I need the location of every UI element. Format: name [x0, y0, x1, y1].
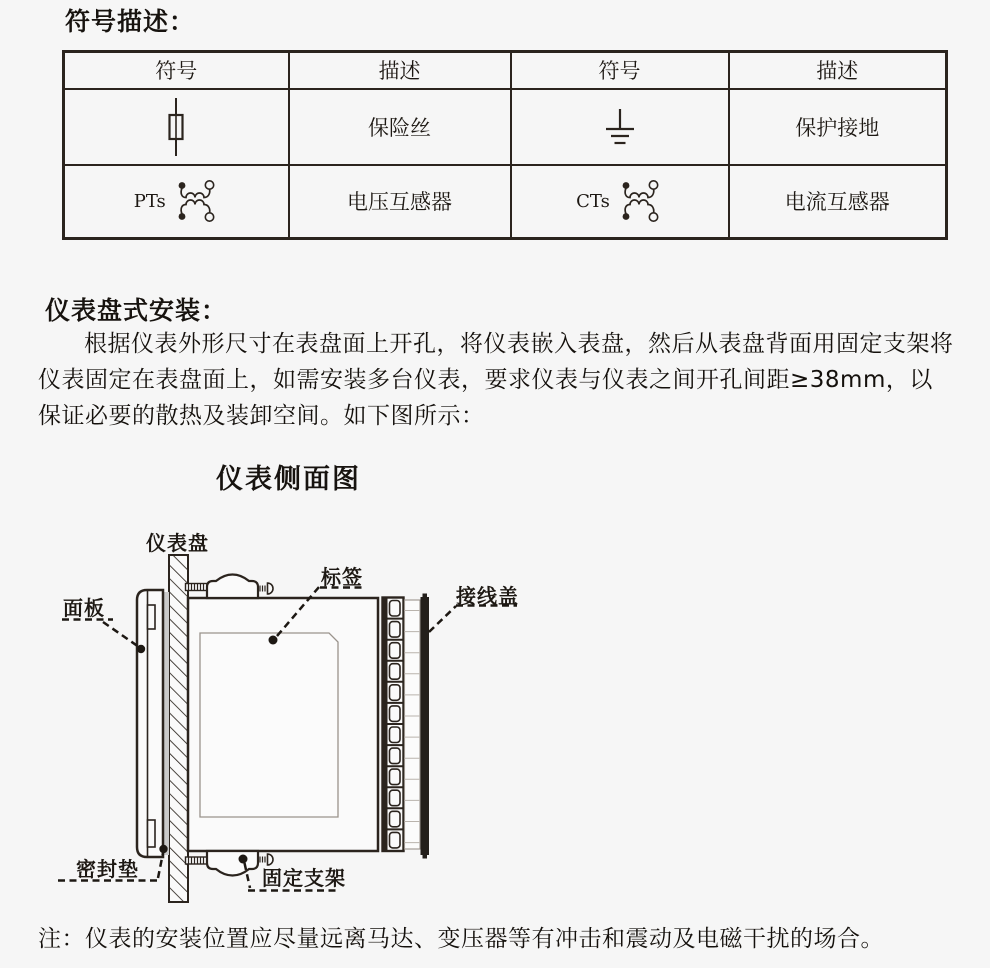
- col-header-desc-1: 描述: [289, 52, 511, 89]
- earth-symbol-cell: [511, 89, 729, 165]
- gasket-leader-dot: [159, 845, 167, 853]
- terminal-spacer: [405, 600, 421, 849]
- fuse-desc: 保险丝: [289, 89, 511, 165]
- fuse-symbol-cell: [64, 89, 289, 165]
- install-paragraph: 根据仪表外形尺寸在表盘面上开孔，将仪表嵌入表盘，然后从表盘背面用固定支架将仪表固定在表盘面上，如需安装多台仪表，要求仪表与仪表之间开孔间距≥38mm，以保证必要的散热及装卸空间。如下图所示：: [38, 331, 954, 429]
- label-bracket: 固定支架: [262, 866, 346, 890]
- label-terminal-cover: 接线盖: [456, 584, 519, 608]
- current-transformer-icon: [617, 178, 663, 224]
- top-bracket: [186, 575, 274, 599]
- label-gasket: 密封垫: [76, 857, 139, 881]
- front-panel-leader-dot: [137, 645, 145, 653]
- terminal-cover-leader-line: [429, 606, 456, 632]
- col-header-desc-2: 描述: [729, 52, 947, 89]
- label-area: [200, 633, 338, 817]
- symbol-table: [62, 50, 948, 240]
- label-front-panel: 面板: [63, 596, 105, 620]
- terminal-block: [383, 598, 404, 852]
- diagram-title: 仪表侧面图: [216, 464, 361, 495]
- table-row: [64, 89, 947, 165]
- install-section-heading: 仪表盘式安装：: [45, 296, 228, 325]
- installation-note: 注：仪表的安装位置应尽量远离马达、变压器等有冲击和震动及电磁干扰的场合。: [38, 926, 884, 952]
- bottom-bracket: [186, 851, 274, 876]
- fuse-icon: [156, 98, 196, 156]
- pt-symbol-cell: [64, 165, 289, 239]
- table-header-row: [64, 52, 947, 89]
- label-panel-board: 仪表盘: [146, 531, 209, 555]
- pt-desc: 电压互感器: [289, 165, 511, 239]
- symbols-section-title: 符号描述：: [65, 7, 196, 36]
- col-header-symbol-1: 符号: [64, 52, 289, 89]
- ct-label: CTs: [576, 190, 610, 212]
- meter-side-view-diagram: [0, 450, 560, 910]
- ct-desc: 电流互感器: [729, 165, 947, 239]
- terminal-cover-bar: [421, 594, 430, 859]
- panel-wall: [169, 555, 188, 902]
- front-panel-bezel: [137, 590, 163, 857]
- pt-label: PTs: [133, 190, 166, 212]
- voltage-transformer-icon: [173, 178, 219, 224]
- bracket-leader-dot: [239, 855, 248, 864]
- front-panel-leader-line: [103, 622, 139, 647]
- table-row: [64, 165, 947, 239]
- col-header-symbol-2: 符号: [511, 52, 729, 89]
- label-tag: 标签: [321, 565, 363, 589]
- tag-leader-dot: [269, 636, 278, 645]
- protective-earth-icon: [603, 107, 637, 147]
- earth-desc: 保护接地: [729, 89, 947, 165]
- ct-symbol-cell: [511, 165, 729, 239]
